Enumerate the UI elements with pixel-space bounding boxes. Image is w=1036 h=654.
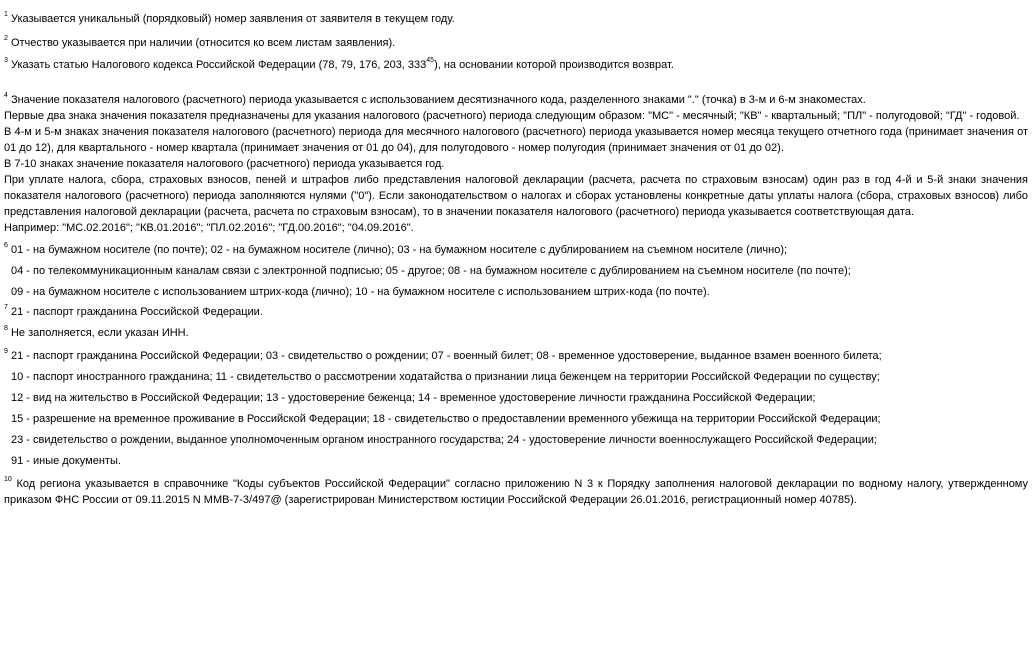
footnote-text-end: ), на основании которой производится возврат.	[434, 59, 674, 71]
footnote-1	[4, 11, 1028, 27]
footnote-4-paragraph-3: В 7-10 знаках значение показателя налогового (расчетного) периода указывается год.	[4, 158, 445, 170]
footnote-mark: 1	[4, 11, 8, 19]
footnote-4-paragraph-1: Первые два знака значения показателя предназначены для указания налогового (расчетного) периода следующим образом: "МС" - месячный; "КВ" - квартальный; "ПЛ" - полугодовой; "ГД" - годовой.	[4, 110, 1020, 122]
footnote-mark: 10	[4, 476, 12, 484]
footnote-mark: 4	[4, 92, 8, 100]
footnote-mark: 3	[4, 57, 8, 65]
footnote-text: Отчество указывается при наличии (относится ко всем листам заявления).	[7, 37, 396, 49]
footnote-text: Указать статью Налогового кодекса Российской Федерации (78, 79, 176, 203, 333	[7, 59, 427, 71]
footnote-9	[4, 346, 1028, 472]
footnote-9-line-3: 12 - вид на жительство в Российской Федерации; 13 - удостоверение беженца; 14 - временное удостоверение личности гражданина Российской Федерации;	[11, 392, 816, 404]
footnote-3	[4, 57, 1028, 73]
footnote-text: Значение показателя налогового (расчетного) периода указывается с использованием десятизначного кода, разделенного знаками "." (точка) в 3-м и 6-м знакоместах.	[7, 94, 866, 106]
footnote-4	[4, 92, 1028, 236]
footnote-text: 21 - паспорт гражданина Российской Федерации; 03 - свидетельство о рождении; 07 - военный билет; 08 - временное удостоверение, выданное взамен военного билета;	[7, 350, 882, 362]
footnote-mark: 6	[4, 242, 8, 250]
footnote-8	[4, 325, 1028, 341]
footnote-mark: 8	[4, 325, 8, 333]
footnote-10	[4, 476, 1028, 508]
footnote-mark: 7	[4, 304, 8, 312]
inner-footnote-mark: 45	[426, 57, 435, 65]
footnote-text: Указывается уникальный (порядковый) номер заявления от заявителя в текущем году.	[7, 13, 455, 25]
footnote-6-line-2: 04 - по телекоммуникационным каналам связи с электронной подписью; 05 - другое; 08 - на бумажном носителе с дублированием на съемном носителе (по почте);	[11, 265, 851, 277]
footnote-4-paragraph-4: При уплате налога, сбора, страховых взносов, пеней и штрафов либо представления налоговой декларации (расчета, расчета по страховым взносам) один раз в год 4-й и 5-й знаки значения показателя налогового (расчетного) периода заполняются нулями ("0"). Если законодательством о налогах и сборах установлены конкретные даты уплаты налога (сбора, страховых взносов) либо представления налоговой декларации (расчета, расчета по страховым взносам), то в значении показателя налогового (расчетного) периода указывается соответствующая дата.	[4, 174, 1028, 218]
footnote-mark: 2	[4, 35, 8, 43]
footnote-4-paragraph-2: В 4-м и 5-м знаках значения показателя налогового (расчетного) периода для месячного налогового (расчетного) периода указывается номер месяца текущего отчетного года (принимает значения от 01 до 12), для квартального - номер квартала (принимает значения от 01 до 04), для полугодового - номер полугодия (принимает значения от 01 до 02).	[4, 126, 1028, 154]
footnote-9-line-1	[4, 346, 1028, 367]
footnote-6-line-1	[4, 240, 1028, 261]
footnote-text: 21 - паспорт гражданина Российской Федерации.	[7, 306, 263, 318]
footnote-9-line-5: 23 - свидетельство о рождении, выданное уполномоченным органом иностранного государства; 24 - удостоверение личности военнослужащего Российской Федерации;	[11, 434, 877, 446]
footnote-text: Код региона указывается в справочнике "Коды субъектов Российской Федерации" согласно приложению N 3 к Порядку заполнения налоговой декларации по водному налогу, утвержденному приказом ФНС России от 09.11.2015 N ММВ-7-3/497@ (зарегистрирован Министерством юстиции Российской Федерации 26.01.2016, регистрационный номер 40785).	[4, 478, 1028, 506]
footnote-2	[4, 35, 1028, 51]
footnote-4-intro	[4, 92, 1028, 108]
footnote-text: 01 - на бумажном носителе (по почте); 02 - на бумажном носителе (лично); 03 - на бумажном носителе с дублированием на съемном носителе (лично);	[7, 244, 788, 256]
footnote-6	[4, 240, 1028, 303]
footnote-9-line-4: 15 - разрешение на временное проживание в Российской Федерации; 18 - свидетельство о предоставлении временного убежища на территории Российской Федерации;	[11, 413, 881, 425]
footnote-4-example: Например: "МС.02.2016"; "КВ.01.2016"; "ПЛ.02.2016"; "ГД.00.2016"; "04.09.2016".	[4, 222, 414, 234]
footnote-9-line-2: 10 - паспорт иностранного гражданина; 11 - свидетельство о рассмотрении ходатайства о признании лица беженцем на территории Российской Федерации по существу;	[11, 371, 880, 383]
footnote-7	[4, 304, 1028, 320]
footnote-text: Не заполняется, если указан ИНН.	[7, 327, 189, 339]
footnote-6-line-3: 09 - на бумажном носителе с использованием штрих-кода (лично); 10 - на бумажном носителе с использованием штрих-кода (по почте).	[11, 286, 710, 298]
footnote-9-line-6: 91 - иные документы.	[11, 455, 121, 467]
footnote-mark: 9	[4, 348, 8, 356]
